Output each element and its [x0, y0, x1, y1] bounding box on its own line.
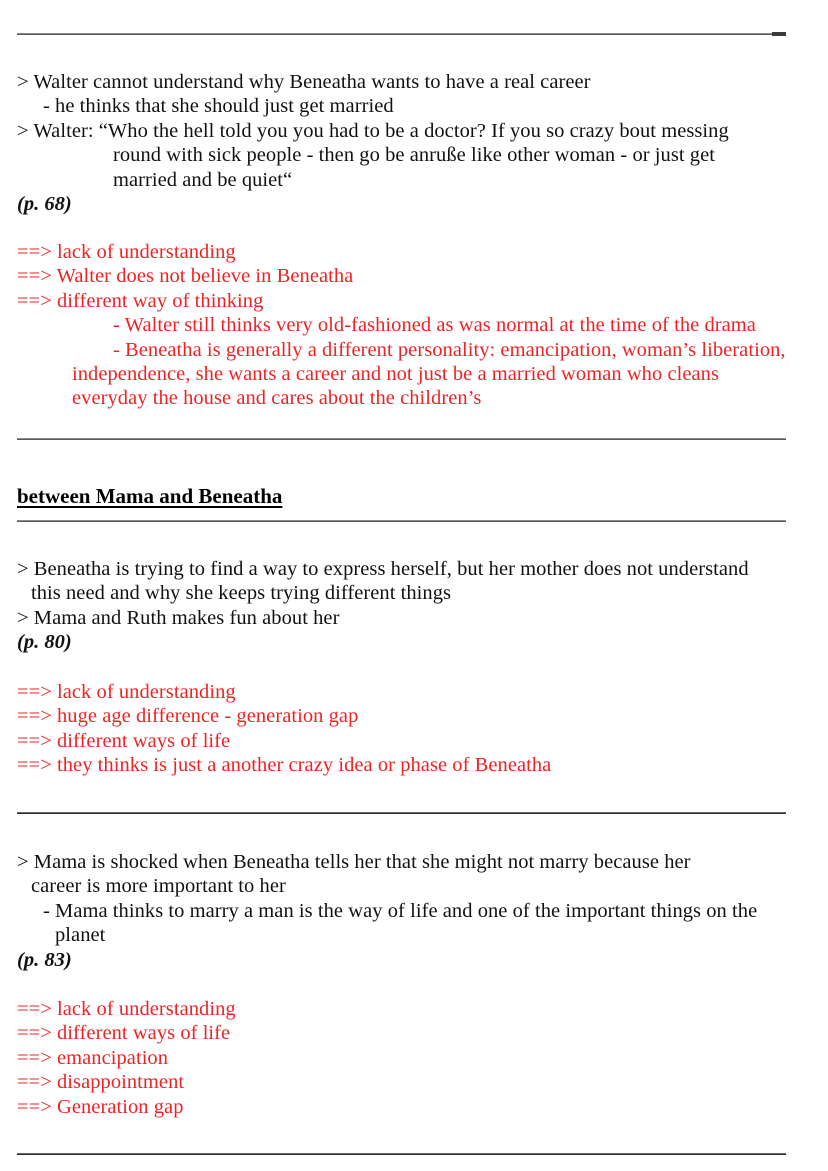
mama-notes-block-2: [17, 850, 807, 972]
mama-conclusions-block-2: [17, 997, 807, 1119]
note-line: career is more important to her: [31, 875, 286, 898]
conclusion-line: ==> emancipation: [17, 1046, 169, 1069]
horizontal-rule-middle: [17, 812, 786, 814]
horizontal-rule-below-heading: [17, 520, 786, 522]
page-reference: (p. 80): [17, 631, 72, 654]
walter-conclusions-block: [17, 240, 807, 411]
horizontal-rule-above-heading: [17, 438, 786, 440]
page-reference: (p. 68): [17, 193, 72, 216]
section-heading: between Mama and Beneatha: [17, 484, 283, 508]
mama-notes-block-1: [17, 557, 807, 655]
note-line: round with sick people - then go be anruße like other woman - or just get: [113, 144, 715, 167]
note-line: married and be quiet“: [113, 168, 293, 191]
conclusion-line: ==> Generation gap: [17, 1095, 184, 1118]
conclusion-line: ==> lack of understanding: [17, 681, 236, 703]
note-line: > Walter cannot understand why Beneatha wants to have a real career: [17, 71, 591, 93]
conclusion-line: ==> disappointment: [17, 1071, 185, 1094]
note-line: - Mama thinks to marry a man is the way of life and one of the important things on the: [43, 899, 758, 922]
conclusion-line: ==> huge age difference - generation gap: [17, 705, 359, 728]
note-line: > Mama is shocked when Beneatha tells her that she might not marry because her: [17, 851, 691, 873]
conclusion-line: ==> lack of understanding: [17, 998, 236, 1020]
conclusion-subline: - Walter still thinks very old-fashioned as was normal at the time of the drama: [113, 314, 756, 337]
conclusion-line: ==> lack of understanding: [17, 241, 236, 263]
walter-notes-block: [17, 70, 807, 216]
page-reference: (p. 83): [17, 948, 72, 971]
conclusion-line: ==> Walter does not believe in Beneatha: [17, 265, 354, 288]
conclusion-subline: everyday the house and cares about the children’s: [72, 387, 482, 410]
note-line: planet: [55, 924, 106, 947]
conclusion-line: ==> they thinks is just a another crazy idea or phase of Beneatha: [17, 754, 552, 777]
mama-conclusions-block-1: [17, 680, 807, 778]
horizontal-rule-top: [17, 33, 786, 35]
note-line: > Walter: “Who the hell told you you had to be a doctor? If you so crazy bout messing: [17, 119, 729, 142]
horizontal-rule-bottom: [17, 1153, 786, 1155]
note-line: - he thinks that she should just get married: [43, 95, 394, 118]
conclusion-line: ==> different ways of life: [17, 1022, 231, 1045]
note-line: this need and why she keeps trying different things: [31, 582, 452, 605]
rule-end-tick: [772, 32, 786, 36]
note-line: > Mama and Ruth makes fun about her: [17, 606, 340, 629]
note-line: > Beneatha is trying to find a way to express herself, but her mother does not understand: [17, 558, 749, 580]
conclusion-line: ==> different way of thinking: [17, 289, 264, 312]
conclusion-subline: - Beneatha is generally a different personality: emancipation, woman’s liberation,: [113, 338, 786, 361]
conclusion-line: ==> different ways of life: [17, 729, 231, 752]
conclusion-subline: independence, she wants a career and not just be a married woman who cleans: [72, 363, 719, 386]
